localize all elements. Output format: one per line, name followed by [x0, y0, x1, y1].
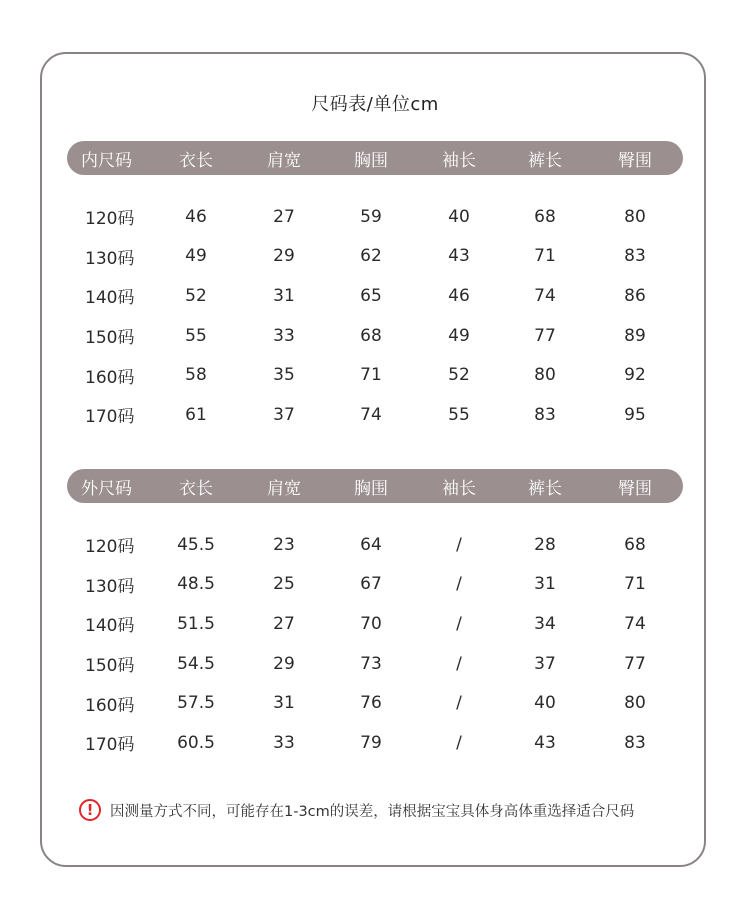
table-cell: 70 — [360, 613, 382, 634]
table-row — [67, 525, 683, 565]
table-cell: 62 — [360, 246, 382, 267]
table-cell: 51.5 — [177, 613, 215, 634]
table-cell: 55 — [448, 404, 470, 425]
table-cell: 45.5 — [177, 534, 215, 555]
outer-size-table — [67, 469, 683, 763]
table-cell: 89 — [624, 325, 646, 346]
table-cell: 76 — [360, 693, 382, 714]
table-cell: 83 — [624, 246, 646, 267]
header-cell: 内尺码 — [81, 150, 132, 171]
table-cell: 33 — [273, 325, 295, 346]
table-cell: 48.5 — [177, 574, 215, 595]
table-cell: 79 — [360, 732, 382, 753]
table-cell: 27 — [273, 206, 295, 227]
table-cell: 80 — [624, 693, 646, 714]
table-cell: 49 — [185, 246, 207, 267]
table-cell: / — [456, 574, 462, 595]
table-cell: 170码 — [85, 407, 135, 428]
table-cell: / — [456, 653, 462, 674]
table-cell: 37 — [534, 653, 556, 674]
table-cell: 160码 — [85, 367, 135, 388]
table-cell: 74 — [360, 404, 382, 425]
table-cell: 40 — [448, 206, 470, 227]
table-cell: 160码 — [85, 695, 135, 716]
table-cell: 57.5 — [177, 693, 215, 714]
table-cell: 140码 — [85, 616, 135, 637]
table-cell: 58 — [185, 365, 207, 386]
header-cell: 胸围 — [354, 478, 388, 499]
header-cell: 衣长 — [179, 150, 213, 171]
header-cell: 袖长 — [442, 478, 476, 499]
table-cell: 68 — [624, 534, 646, 555]
table-cell: 31 — [273, 693, 295, 714]
table-cell: 71 — [360, 365, 382, 386]
table-cell: 71 — [534, 246, 556, 267]
table-cell: / — [456, 534, 462, 555]
table-row — [67, 683, 683, 723]
table-cell: 27 — [273, 613, 295, 634]
table-cell: 71 — [624, 574, 646, 595]
table-cell: 68 — [534, 206, 556, 227]
table-cell: 60.5 — [177, 732, 215, 753]
table-cell: 120码 — [85, 209, 135, 230]
table-cell: 46 — [448, 285, 470, 306]
table-cell: 73 — [360, 653, 382, 674]
table-row — [67, 355, 683, 395]
header-cell: 臀围 — [618, 478, 652, 499]
header-cell: 衣长 — [179, 478, 213, 499]
header-cell: 肩宽 — [267, 478, 301, 499]
table-row — [67, 197, 683, 237]
table-cell: 37 — [273, 404, 295, 425]
header-cell: 袖长 — [442, 150, 476, 171]
table-body — [67, 525, 683, 763]
table-cell: / — [456, 693, 462, 714]
table-cell: 28 — [534, 534, 556, 555]
header-cell: 外尺码 — [81, 478, 132, 499]
table-header — [67, 141, 683, 175]
table-cell: 43 — [448, 246, 470, 267]
table-row — [67, 276, 683, 316]
table-cell: 23 — [273, 534, 295, 555]
table-cell: 68 — [360, 325, 382, 346]
table-cell: 55 — [185, 325, 207, 346]
table-cell: 29 — [273, 653, 295, 674]
table-cell: 67 — [360, 574, 382, 595]
table-cell: 130码 — [85, 248, 135, 269]
table-cell: 74 — [534, 285, 556, 306]
table-cell: 170码 — [85, 735, 135, 756]
header-cell: 裤长 — [528, 150, 562, 171]
table-cell: 150码 — [85, 328, 135, 349]
table-cell: 52 — [185, 285, 207, 306]
measurement-note — [79, 797, 634, 823]
table-cell: 29 — [273, 246, 295, 267]
header-cell: 胸围 — [354, 150, 388, 171]
table-cell: 80 — [534, 365, 556, 386]
table-cell: 74 — [624, 613, 646, 634]
table-cell: 86 — [624, 285, 646, 306]
inner-size-table — [67, 141, 683, 435]
note-text: 因测量方式不同，可能存在1-3cm的误差，请根据宝宝具体身高体重选择适合尺码 — [110, 803, 635, 820]
table-header — [67, 469, 683, 503]
table-cell: 95 — [624, 404, 646, 425]
table-cell: 77 — [534, 325, 556, 346]
table-cell: 25 — [273, 574, 295, 595]
table-cell: 34 — [534, 613, 556, 634]
table-cell: 92 — [624, 365, 646, 386]
header-cell: 裤长 — [528, 478, 562, 499]
table-cell: 150码 — [85, 656, 135, 677]
table-cell: 77 — [624, 653, 646, 674]
table-cell: 46 — [185, 206, 207, 227]
table-cell: 120码 — [85, 537, 135, 558]
exclamation-circle-icon: ! — [79, 799, 101, 821]
table-cell: 140码 — [85, 288, 135, 309]
table-cell: 61 — [185, 404, 207, 425]
table-cell: 33 — [273, 732, 295, 753]
table-cell: 64 — [360, 534, 382, 555]
table-row — [67, 644, 683, 684]
table-cell: 52 — [448, 365, 470, 386]
table-cell: / — [456, 613, 462, 634]
table-cell: 65 — [360, 285, 382, 306]
table-row — [67, 604, 683, 644]
table-body — [67, 197, 683, 435]
table-row — [67, 237, 683, 277]
table-cell: 43 — [534, 732, 556, 753]
table-cell: 83 — [534, 404, 556, 425]
table-row — [67, 723, 683, 763]
table-cell: 80 — [624, 206, 646, 227]
table-cell: 31 — [534, 574, 556, 595]
table-cell: 59 — [360, 206, 382, 227]
table-row — [67, 565, 683, 605]
table-cell: 49 — [448, 325, 470, 346]
table-cell: 54.5 — [177, 653, 215, 674]
table-row — [67, 395, 683, 435]
header-cell: 肩宽 — [267, 150, 301, 171]
page-title: 尺码表/单位cm — [311, 94, 439, 115]
table-cell: 83 — [624, 732, 646, 753]
table-cell: 40 — [534, 693, 556, 714]
table-cell: / — [456, 732, 462, 753]
table-row — [67, 316, 683, 356]
table-cell: 35 — [273, 365, 295, 386]
table-cell: 130码 — [85, 576, 135, 597]
table-cell: 31 — [273, 285, 295, 306]
header-cell: 臀围 — [618, 150, 652, 171]
